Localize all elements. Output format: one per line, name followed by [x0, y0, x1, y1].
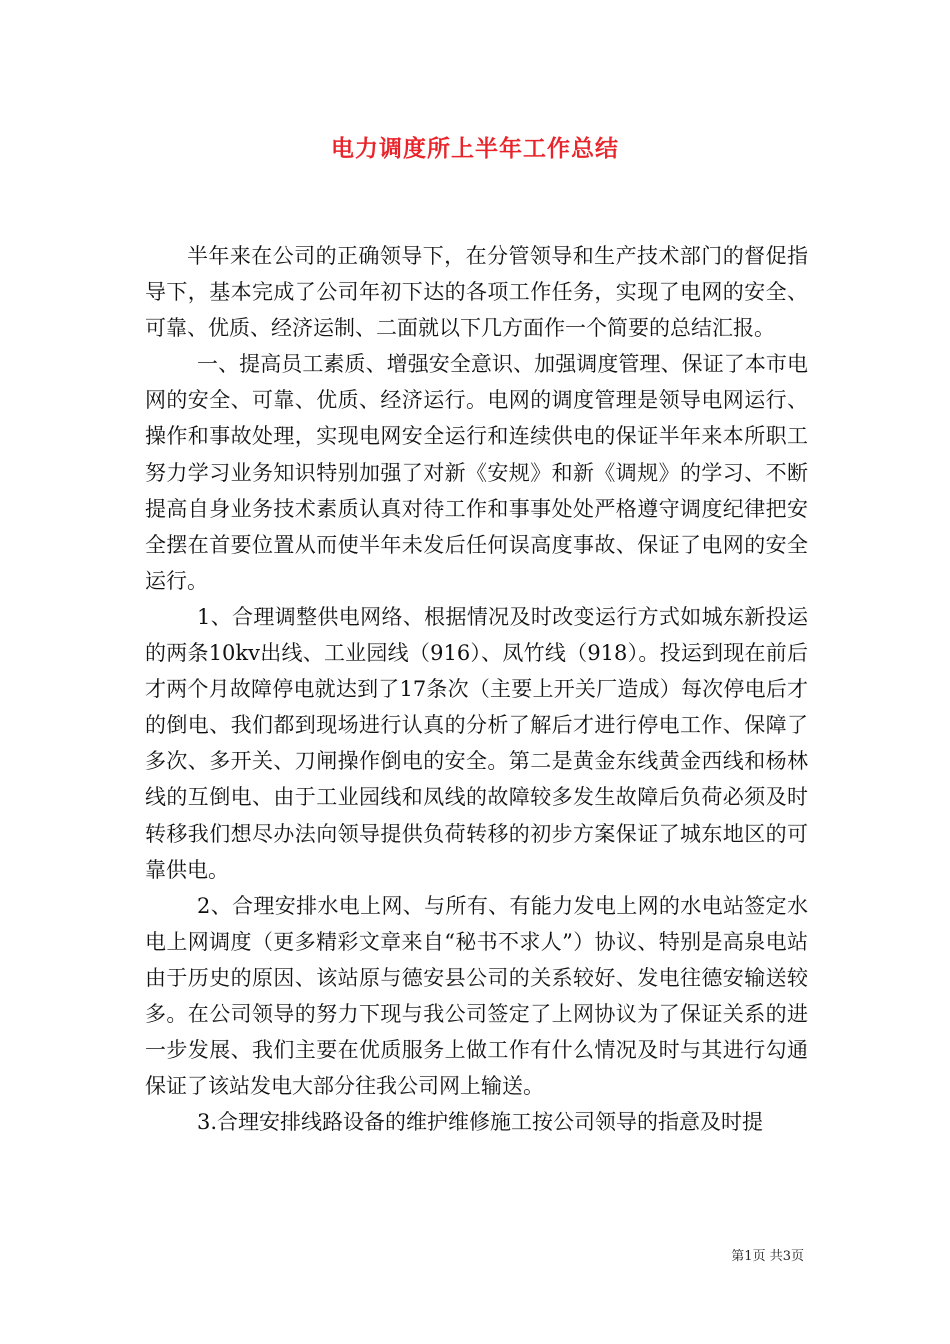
paragraph-section-one: 一、提高员工素质、增强安全意识、加强调度管理、保证了本市电网的安全、可靠、优质、经济运行。电网的调度管理是领导电网运行、操作和事故处理，实现电网安全运行和连续供电的保证半年来本所职工努力学习业务知识特别加强了对新《安规》和新《调规》的学习、不断提高自身业务技术素质认真对待工作和事事处处严格遵守调度纪律把安全摆在首要位置从而使半年未发后任何误高度事故、保证了电网的安全运行。 [145, 352, 808, 593]
paragraph-item-3: 3.合理安排线路设备的维护维修施工按公司领导的指意及时提 [197, 1110, 764, 1135]
footer-total-pages: 3 [782, 1249, 791, 1264]
footer-prefix: 第 [731, 1249, 745, 1264]
document-body [145, 238, 808, 1140]
paragraph-intro: 半年来在公司的正确领导下，在分管领导和生产技术部门的督促指导下，基本完成了公司年初下达的各项工作任务，实现了电网的安全、可靠、优质、经济运制、二面就以下几方面作一个简要的总结汇报。 [145, 244, 808, 341]
page-number-footer [731, 1248, 804, 1266]
footer-suffix: 页 [790, 1249, 804, 1264]
footer-middle: 页 共 [752, 1249, 783, 1264]
paragraph-item-1: 1、合理调整供电网络、根据情况及时改变运行方式如城东新投运的两条10kv出线、工业园线（916）、凤竹线（918）。投运到现在前后才两个月故障停电就达到了17条次（主要上开关厂造成）每次停电后才的倒电、我们都到现场进行认真的分析了解后才进行停电工作、保障了多次、多开关、刀闸操作倒电的安全。第二是黄金东线黄金西线和杨林线的互倒电、由于工业园线和凤线的故障较多发生故障后负荷必须及时转移我们想尽办法向领导提供负荷转移的初步方案保证了城东地区的可靠供电。 [145, 604, 808, 882]
footer-current-page: 1 [744, 1249, 753, 1264]
paragraph-item-2: 2、合理安排水电上网、与所有、有能力发电上网的水电站签定水电上网调度（更多精彩文章来自“秘书不求人”）协议、特别是高泉电站由于历史的原因、该站原与德安县公司的关系较好、发电往德安输送较多。在公司领导的努力下现与我公司签定了上网协议为了保证关系的进一步发展、我们主要在优质服务上做工作有什么情况及时与其进行勾通保证了该站发电大部分往我公司网上输送。 [145, 893, 808, 1099]
document-title: 电力调度所上半年工作总结 [331, 136, 619, 162]
